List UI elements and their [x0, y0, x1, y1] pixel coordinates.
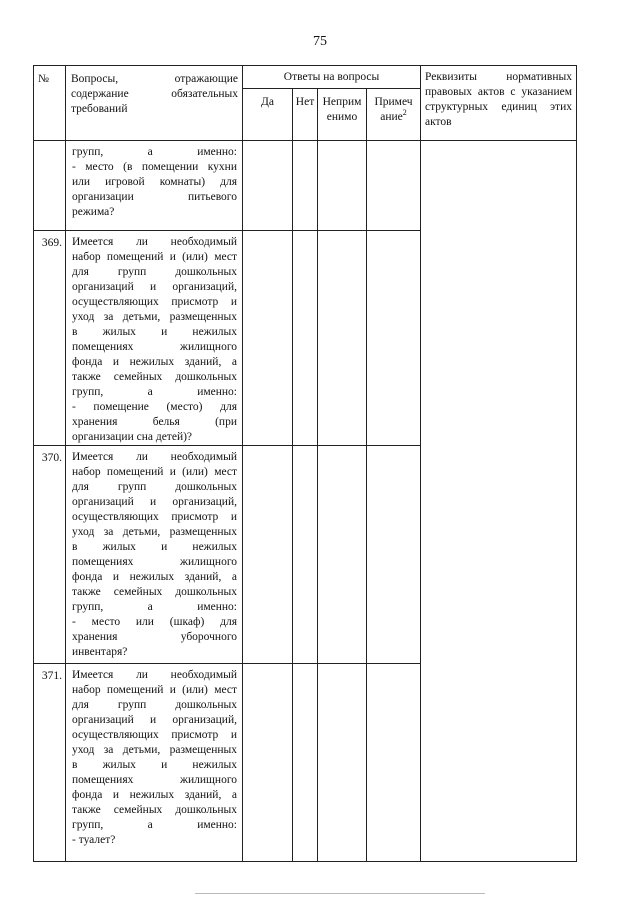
question-line: осуществляющих присмотр и: [72, 511, 237, 523]
requisites-cell[interactable]: [421, 141, 577, 862]
row-number: [34, 141, 66, 231]
question-line: групп, а именно:: [72, 819, 237, 831]
answer-yes-cell[interactable]: [243, 446, 293, 664]
question-line: хранения белья (при: [72, 416, 237, 428]
header-not-applicable: Неприм енимо: [318, 89, 367, 141]
question-line: фонда и нежилых зданий, а: [72, 571, 237, 583]
question-line: помещениях жилищного: [72, 556, 237, 568]
answer-no-cell[interactable]: [293, 141, 318, 231]
question-line: режима?: [72, 206, 115, 218]
question-line: организаций и организаций,: [72, 281, 237, 293]
question-text: [66, 664, 243, 862]
question-line: фонда и нежилых зданий, а: [72, 356, 237, 368]
question-line: для групп дошкольных: [72, 699, 237, 711]
note-cell[interactable]: [367, 446, 421, 664]
question-line: помещениях жилищного: [72, 774, 237, 786]
answer-na-cell[interactable]: [318, 231, 367, 446]
answer-na-cell[interactable]: [318, 446, 367, 664]
question-line: также семейных дошкольных: [72, 586, 237, 598]
question-line: набор помещений и (или) мест: [72, 251, 237, 263]
table-row: [34, 141, 577, 231]
question-line: или игровой комнаты) для: [72, 176, 237, 188]
header-answers: Ответы на вопросы: [243, 66, 421, 89]
question-line: - место или (шкаф) для: [72, 616, 237, 628]
question-line: также семейных дошкольных: [72, 804, 237, 816]
question-text: [66, 141, 243, 231]
question-line: набор помещений и (или) мест: [72, 466, 237, 478]
header-requisites-text: Реквизиты нормативных правовых актов с указанием структурных единиц этих актов: [425, 71, 572, 128]
question-line: уход за детьми, размещенных: [72, 744, 237, 756]
requirements-table: [33, 65, 577, 862]
question-line: осуществляющих присмотр и: [72, 729, 237, 741]
answer-yes-cell[interactable]: [243, 231, 293, 446]
question-line: групп, а именно:: [72, 386, 237, 398]
header-yes: Да: [243, 89, 293, 141]
note-cell[interactable]: [367, 141, 421, 231]
header-questions-text: Вопросы, отражающие содержание обязательных требований: [71, 73, 238, 115]
header-no: Нет: [293, 89, 318, 141]
row-number: 369.: [34, 231, 66, 446]
question-line: для групп дошкольных: [72, 266, 237, 278]
header-note-footnote: 2: [402, 108, 407, 118]
bottom-divider: [195, 893, 485, 894]
note-cell[interactable]: [367, 231, 421, 446]
question-line: помещениях жилищного: [72, 341, 237, 353]
question-line: групп, а именно:: [72, 601, 237, 613]
question-line: Имеется ли необходимый: [72, 236, 237, 248]
question-line: - место (в помещении кухни: [72, 161, 237, 173]
question-line: инвентаря?: [72, 646, 128, 658]
question-line: - туалет?: [72, 834, 116, 846]
question-line: для групп дошкольных: [72, 481, 237, 493]
header-questions: [66, 66, 243, 141]
question-line: групп, а именно:: [72, 146, 237, 158]
note-cell[interactable]: [367, 664, 421, 862]
answer-yes-cell[interactable]: [243, 141, 293, 231]
question-line: набор помещений и (или) мест: [72, 684, 237, 696]
question-text: [66, 446, 243, 664]
answer-no-cell[interactable]: [293, 664, 318, 862]
answer-yes-cell[interactable]: [243, 664, 293, 862]
question-text: [66, 231, 243, 446]
question-line: организации питьевого: [72, 191, 237, 203]
question-line: - помещение (место) для: [72, 401, 237, 413]
question-line: организаций и организаций,: [72, 496, 237, 508]
question-line: уход за детьми, размещенных: [72, 311, 237, 323]
question-line: фонда и нежилых зданий, а: [72, 789, 237, 801]
question-line: в жилых и нежилых: [72, 759, 237, 771]
question-line: в жилых и нежилых: [72, 326, 237, 338]
question-line: организаций и организаций,: [72, 714, 237, 726]
header-requisites: [421, 66, 577, 141]
question-line: Имеется ли необходимый: [72, 451, 237, 463]
header-num: №: [34, 66, 66, 141]
header-row-1: [34, 66, 577, 89]
question-line: хранения уборочного: [72, 631, 237, 643]
page-number: 75: [313, 34, 327, 49]
question-line: также семейных дошкольных: [72, 371, 237, 383]
row-number: 370.: [34, 446, 66, 664]
question-line: в жилых и нежилых: [72, 541, 237, 553]
question-line: осуществляющих присмотр и: [72, 296, 237, 308]
answer-na-cell[interactable]: [318, 141, 367, 231]
answer-no-cell[interactable]: [293, 446, 318, 664]
answer-na-cell[interactable]: [318, 664, 367, 862]
header-note: [367, 89, 421, 141]
question-line: организации сна детей)?: [72, 431, 193, 443]
row-number: 371.: [34, 664, 66, 862]
question-line: Имеется ли необходимый: [72, 669, 237, 681]
header-note-text: Примеч ание: [374, 96, 413, 123]
question-line: уход за детьми, размещенных: [72, 526, 237, 538]
answer-no-cell[interactable]: [293, 231, 318, 446]
